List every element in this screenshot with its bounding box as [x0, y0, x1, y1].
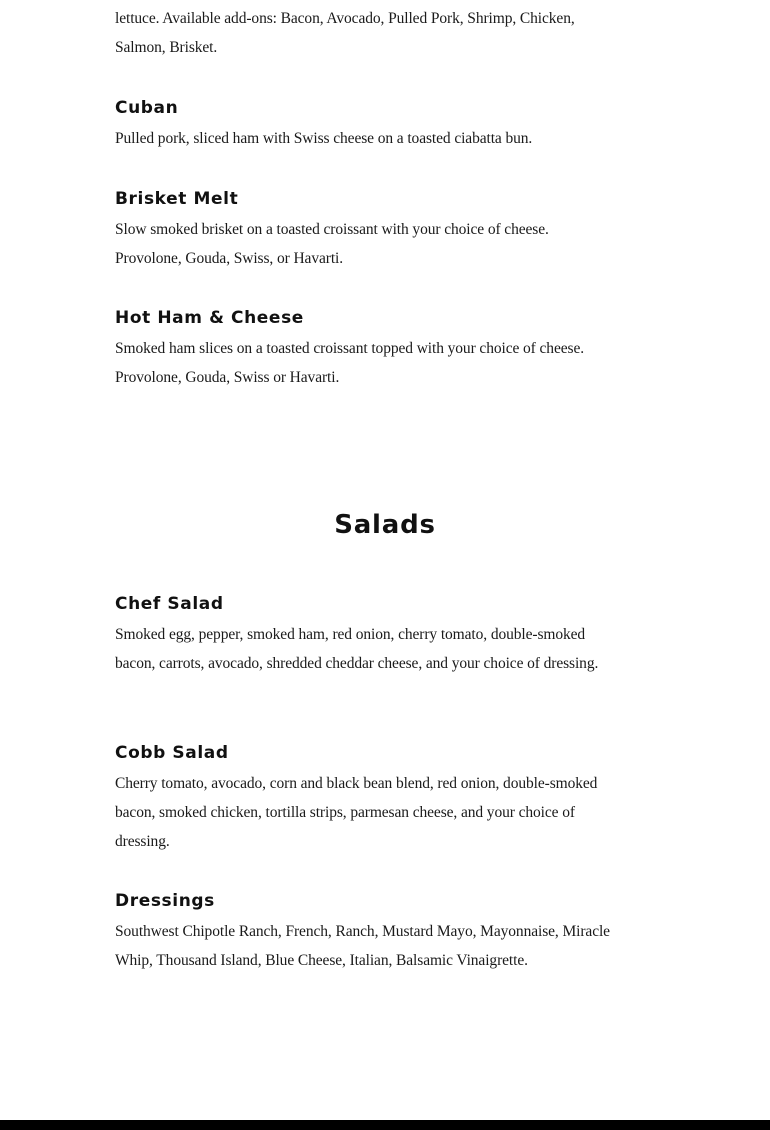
menu-item-description-dressings: Southwest Chipotle Ranch, French, Ranch, Mustard Mayo, Mayonnaise, Miracle Whip, Thousand Island, Blue Cheese, Italian, Balsamic Vinaigrette. [115, 923, 610, 969]
menu-item-description-hot-ham-cheese: Smoked ham slices on a toasted croissant topped with your choice of cheese. Provolone, Gouda, Swiss or Havarti. [115, 340, 584, 386]
sandwich-partial-description: lettuce. Available add-ons: Bacon, Avocado, Pulled Pork, Shrimp, Chicken, Salmon, Brisket. [115, 10, 575, 56]
menu-item-title-chef-salad: Chef Salad [115, 594, 224, 614]
footer-bar [0, 1120, 770, 1130]
section-heading-salads: Salads [334, 510, 436, 540]
menu-item-description-cuban: Pulled pork, sliced ham with Swiss cheese on a toasted ciabatta bun. [115, 130, 533, 147]
menu-item-description-cobb-salad: Cherry tomato, avocado, corn and black bean blend, red onion, double-smoked bacon, smoked chicken, tortilla strips, parmesan cheese, and your choice of dressing. [115, 775, 598, 850]
menu-item-title-cuban: Cuban [115, 98, 179, 118]
menu-item-title-dressings: Dressings [115, 891, 215, 911]
menu-item-title-brisket-melt: Brisket Melt [115, 189, 239, 209]
menu-item-description-brisket-melt: Slow smoked brisket on a toasted croissant with your choice of cheese. Provolone, Gouda, Swiss, or Havarti. [115, 221, 549, 267]
menu-item-title-hot-ham-cheese: Hot Ham & Cheese [115, 308, 304, 328]
menu-item-title-cobb-salad: Cobb Salad [115, 743, 229, 763]
menu-item-description-chef-salad: Smoked egg, pepper, smoked ham, red onion, cherry tomato, double-smoked bacon, carrots, avocado, shredded cheddar cheese, and your choice of dressing. [115, 626, 599, 672]
